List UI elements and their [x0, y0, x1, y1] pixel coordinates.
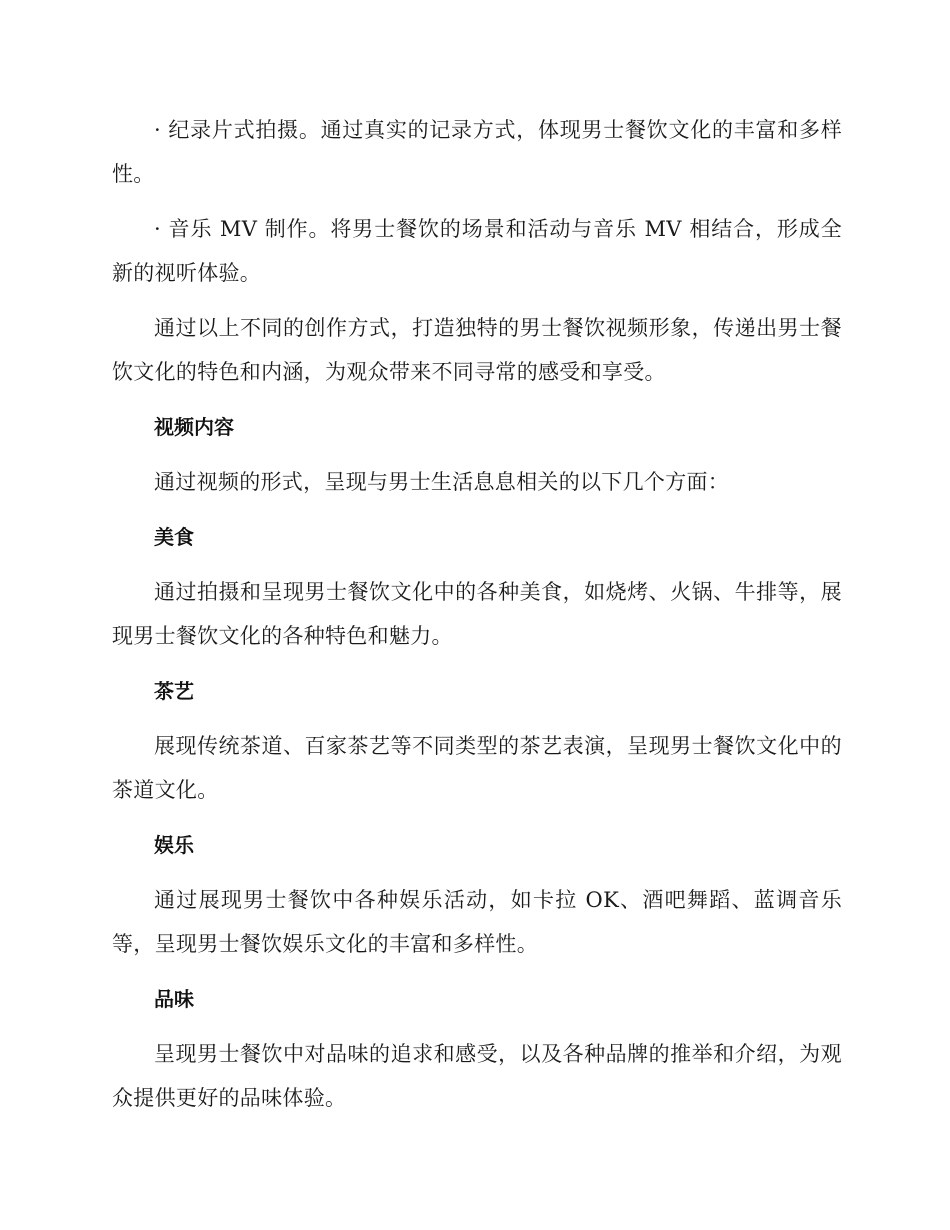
summary-paragraph: 通过以上不同的创作方式，打造独特的男士餐饮视频形象，传递出男士餐饮文化的特色和内涵，为观众带来不同寻常的感受和享受。 [112, 316, 842, 384]
heading-food: 美食 [154, 525, 194, 549]
heading-tea: 茶艺 [154, 679, 194, 703]
bullet-music-mv: · 音乐 MV 制作。将男士餐饮的场景和活动与音乐 MV 相结合，形成全新的视听体验。 [112, 217, 842, 285]
document-body [112, 108, 842, 1131]
heading-taste: 品味 [154, 987, 194, 1011]
tea-paragraph: 展现传统茶道、百家茶艺等不同类型的茶艺表演，呈现男士餐饮文化中的茶道文化。 [112, 734, 842, 802]
video-content-intro: 通过视频的形式，呈现与男士生活息息相关的以下几个方面： [154, 470, 730, 494]
heading-video-content: 视频内容 [154, 415, 234, 439]
taste-paragraph: 呈现男士餐饮中对品味的追求和感受，以及各种品牌的推举和介绍，为观众提供更好的品味体验。 [112, 1042, 842, 1110]
heading-entertainment: 娱乐 [154, 833, 194, 857]
bullet-documentary: · 纪录片式拍摄。通过真实的记录方式，体现男士餐饮文化的丰富和多样性。 [112, 118, 842, 186]
entertainment-paragraph: 通过展现男士餐饮中各种娱乐活动，如卡拉 OK、酒吧舞蹈、蓝调音乐等，呈现男士餐饮娱乐文化的丰富和多样性。 [112, 888, 842, 956]
food-paragraph: 通过拍摄和呈现男士餐饮文化中的各种美食，如烧烤、火锅、牛排等，展现男士餐饮文化的各种特色和魅力。 [112, 580, 842, 648]
